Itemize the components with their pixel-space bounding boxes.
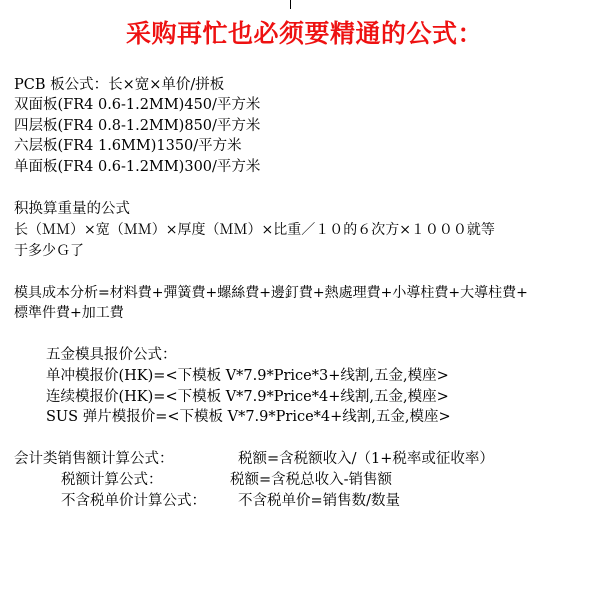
weight-heading: 积换算重量的公式 <box>14 201 130 217</box>
tax-amount-label: 税额计算公式： <box>61 472 163 488</box>
hardware-heading: 五金模具报价公式： <box>46 347 177 363</box>
text-cursor <box>290 0 291 9</box>
accounting-sales-formula: 税额=含税额收入/（1+税率或征收率） <box>238 451 494 467</box>
pcb-formula-heading: PCB 板公式：长×宽×单价/拼板 <box>14 77 225 93</box>
pcb-four-layer: 四层板(FR4 0.8-1.2MM)850/平方米 <box>14 118 261 134</box>
sus-spring-die-formula: SUS 弹片模报价=<下模板 V*7.9*Price*4+线割,五金,模座> <box>46 409 451 425</box>
weight-formula-line2: 于多少Ｇ了 <box>14 243 84 259</box>
progressive-die-formula: 连续模报价(HK)=<下模板 V*7.9*Price*4+线割,五金,模座> <box>46 389 449 405</box>
weight-formula-line1: 长（ＭＭ）×宽（ＭＭ）×厚度（ＭＭ）×比重／１０的６次方×１０００就等 <box>14 222 495 238</box>
accounting-sales-label: 会计类销售额计算公式： <box>14 451 174 467</box>
pcb-six-layer: 六层板(FR4 1.6MM)1350/平方米 <box>14 138 242 154</box>
pcb-single-sided: 单面板(FR4 0.6-1.2MM)300/平方米 <box>14 159 261 175</box>
page-title: 采购再忙也必须要精通的公式： <box>125 19 483 48</box>
mold-cost-line2: 標準件費+加工費 <box>14 305 124 321</box>
tax-amount-formula: 税额=含税总收入-销售额 <box>230 472 393 488</box>
mold-cost-line1: 模具成本分析=材料費+彈簧費+螺絲費+邊釘費+熱處理費+小導柱費+大導柱費+ <box>14 285 528 301</box>
net-unit-price-label: 不含税单价计算公式： <box>61 493 206 509</box>
single-punch-formula: 单冲模报价(HK)=<下模板 V*7.9*Price*3+线割,五金,模座> <box>46 368 449 384</box>
net-unit-price-formula: 不含税单价=销售数/数量 <box>238 493 401 509</box>
pcb-double-sided: 双面板(FR4 0.6-1.2MM)450/平方米 <box>14 97 261 113</box>
